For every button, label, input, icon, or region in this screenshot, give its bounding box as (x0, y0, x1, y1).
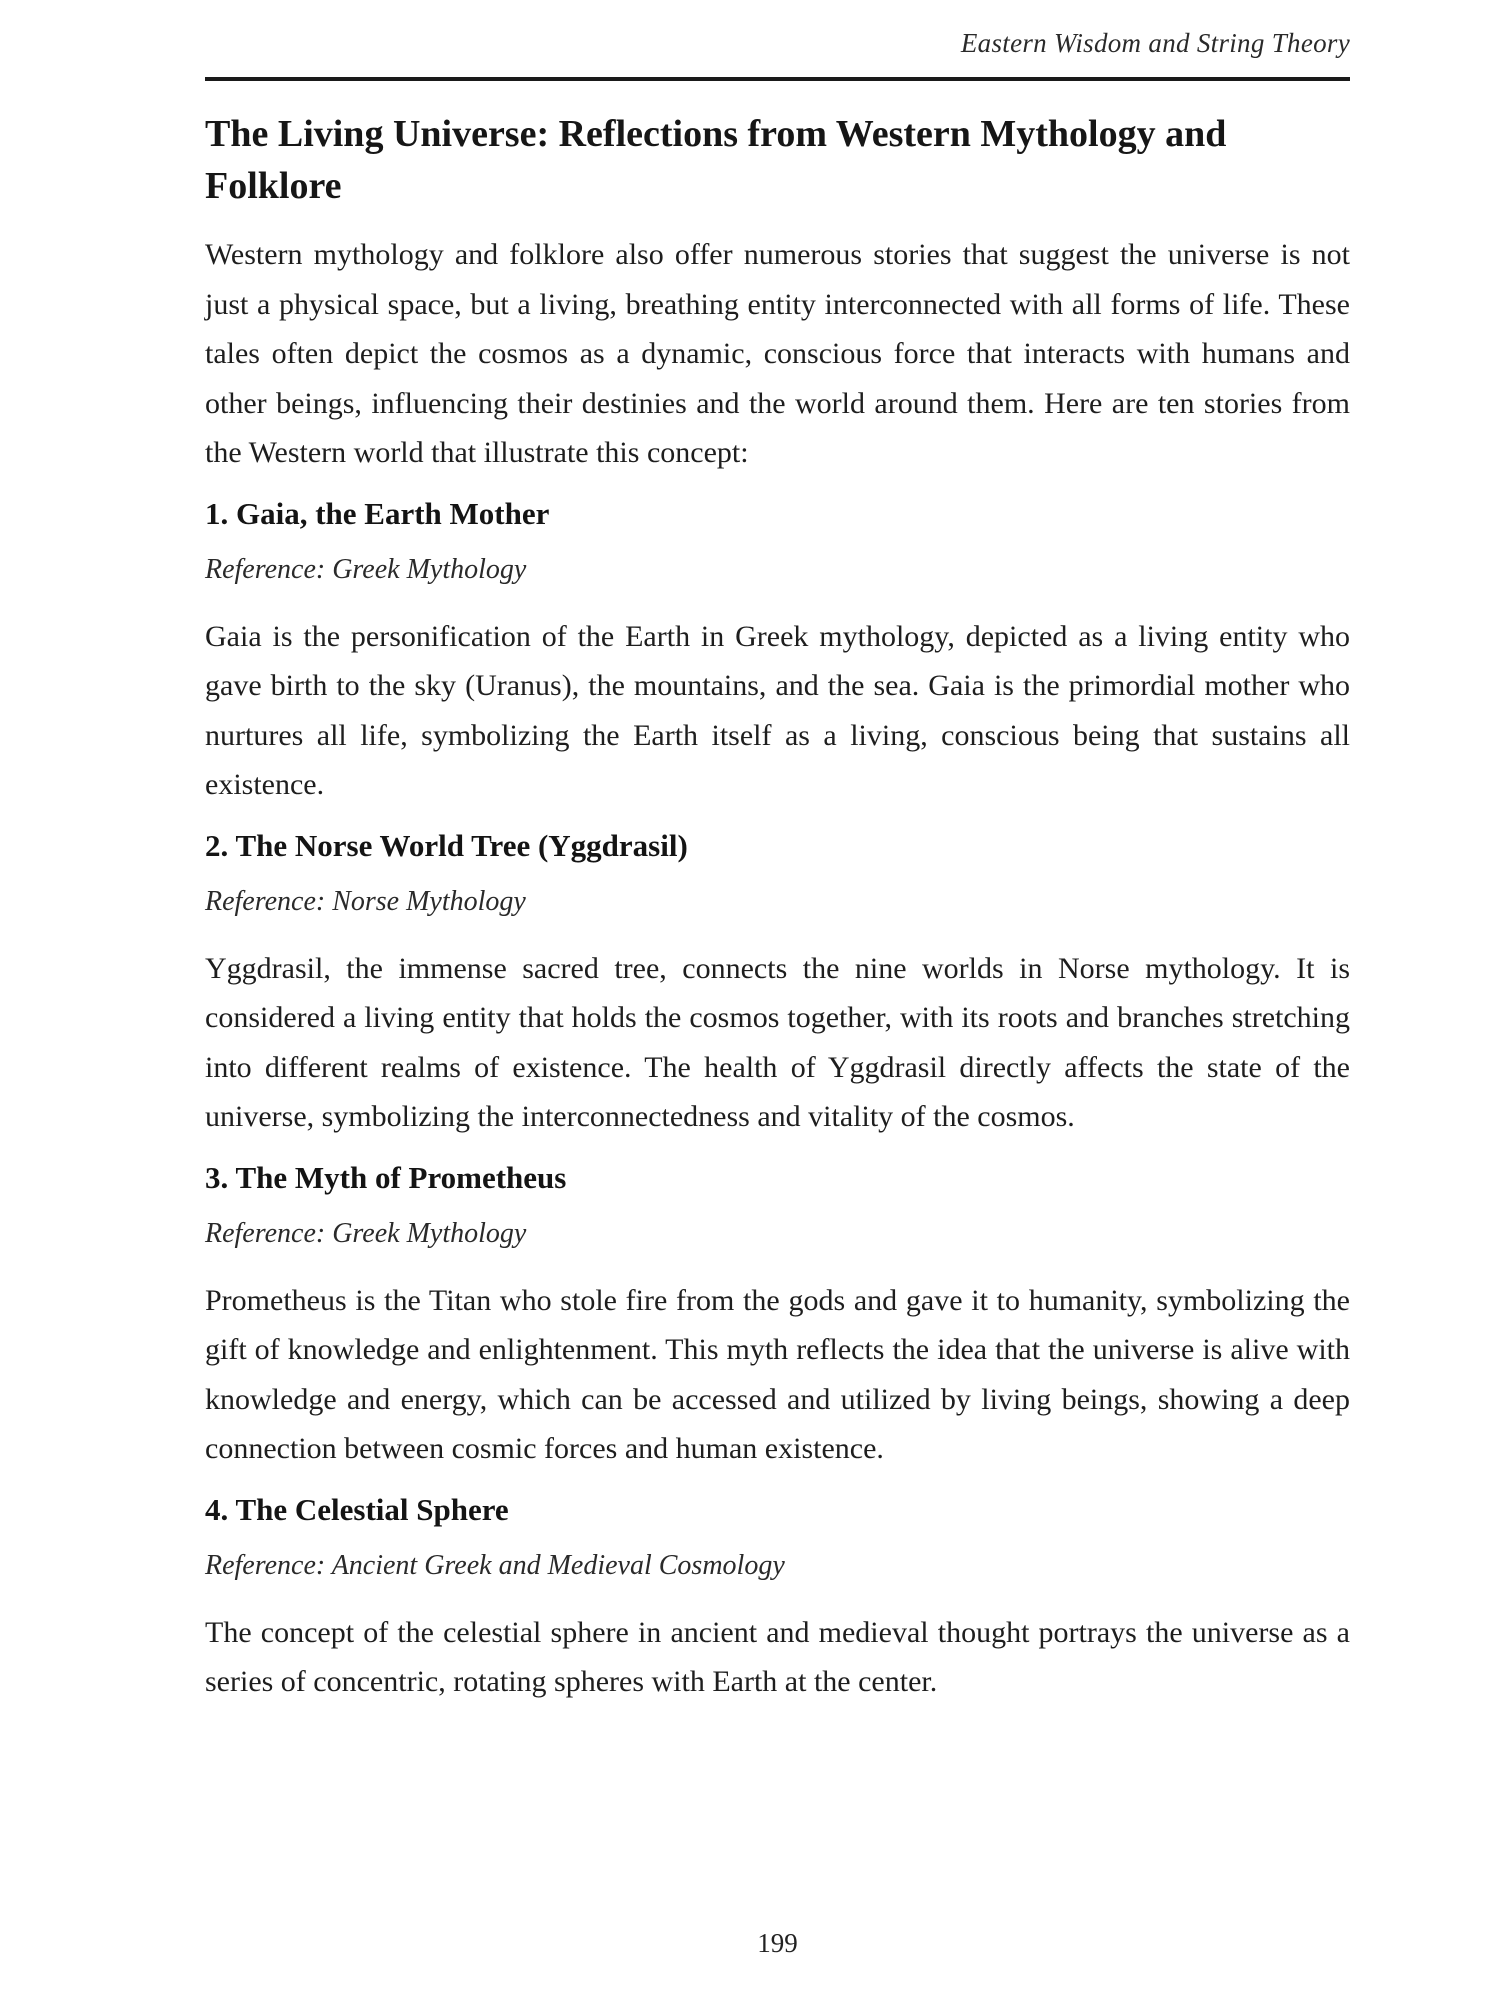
section-reference: Reference: Norse Mythology (205, 885, 526, 917)
section-heading: 2. The Norse World Tree (Yggdrasil) (205, 827, 688, 863)
section-reference: Reference: Greek Mythology (205, 1217, 527, 1249)
section-paragraph: Prometheus is the Titan who stole fire from the gods and gave it to humanity, symbolizing the gift of knowledge and enlightenment. This myth reflects the idea that the universe is alive with knowledge and energy, which can be accessed and utilized by living beings, showing a deep connection between cosmic forces and human existence. (205, 1283, 1350, 1465)
section-heading: 1. Gaia, the Earth Mother (205, 495, 550, 531)
section-paragraph: The concept of the celestial sphere in ancient and medieval thought portrays the universe as a series of concentric, rotating spheres with Earth at the center. (205, 1615, 1350, 1698)
book-page (205, 0, 1350, 2000)
chapter-title: The Living Universe: Reflections from Western Mythology and Folklore (205, 113, 1227, 207)
section-heading: 3. The Myth of Prometheus (205, 1159, 567, 1195)
section-reference: Reference: Ancient Greek and Medieval Cosmology (205, 1549, 785, 1581)
page-content (205, 108, 1350, 1707)
section-gaia (205, 492, 1350, 810)
section-paragraph: Gaia is the personification of the Earth in Greek mythology, depicted as a living entity who gave birth to the sky (Uranus), the mountains, and the sea. Gaia is the primordial mother who nurtures all life, symbolizing the Earth itself as a living, conscious being that sustains all existence. (205, 619, 1350, 801)
section-heading: 4. The Celestial Sphere (205, 1491, 509, 1527)
intro-paragraph: Western mythology and folklore also offer numerous stories that suggest the universe is not just a physical space, but a living, breathing entity interconnected with all forms of life. These tales often depict the cosmos as a dynamic, conscious force that interacts with humans and other beings, influencing their destinies and the world around them. Here are ten stories from the Western world that illustrate this concept: (205, 238, 1350, 469)
section-yggdrasil (205, 824, 1350, 1142)
header-rule (205, 77, 1350, 81)
section-reference: Reference: Greek Mythology (205, 553, 527, 585)
section-paragraph: Yggdrasil, the immense sacred tree, connects the nine worlds in Norse mythology. It is considered a living entity that holds the cosmos together, with its roots and branches stretching into different realms of existence. The health of Yggdrasil directly affects the state of the universe, symbolizing the interconnectedness and vitality of the cosmos. (205, 951, 1350, 1133)
section-prometheus (205, 1156, 1350, 1474)
page-number: 199 (757, 1928, 798, 1958)
section-celestial-sphere (205, 1488, 1350, 1707)
running-header: Eastern Wisdom and String Theory (960, 28, 1350, 58)
